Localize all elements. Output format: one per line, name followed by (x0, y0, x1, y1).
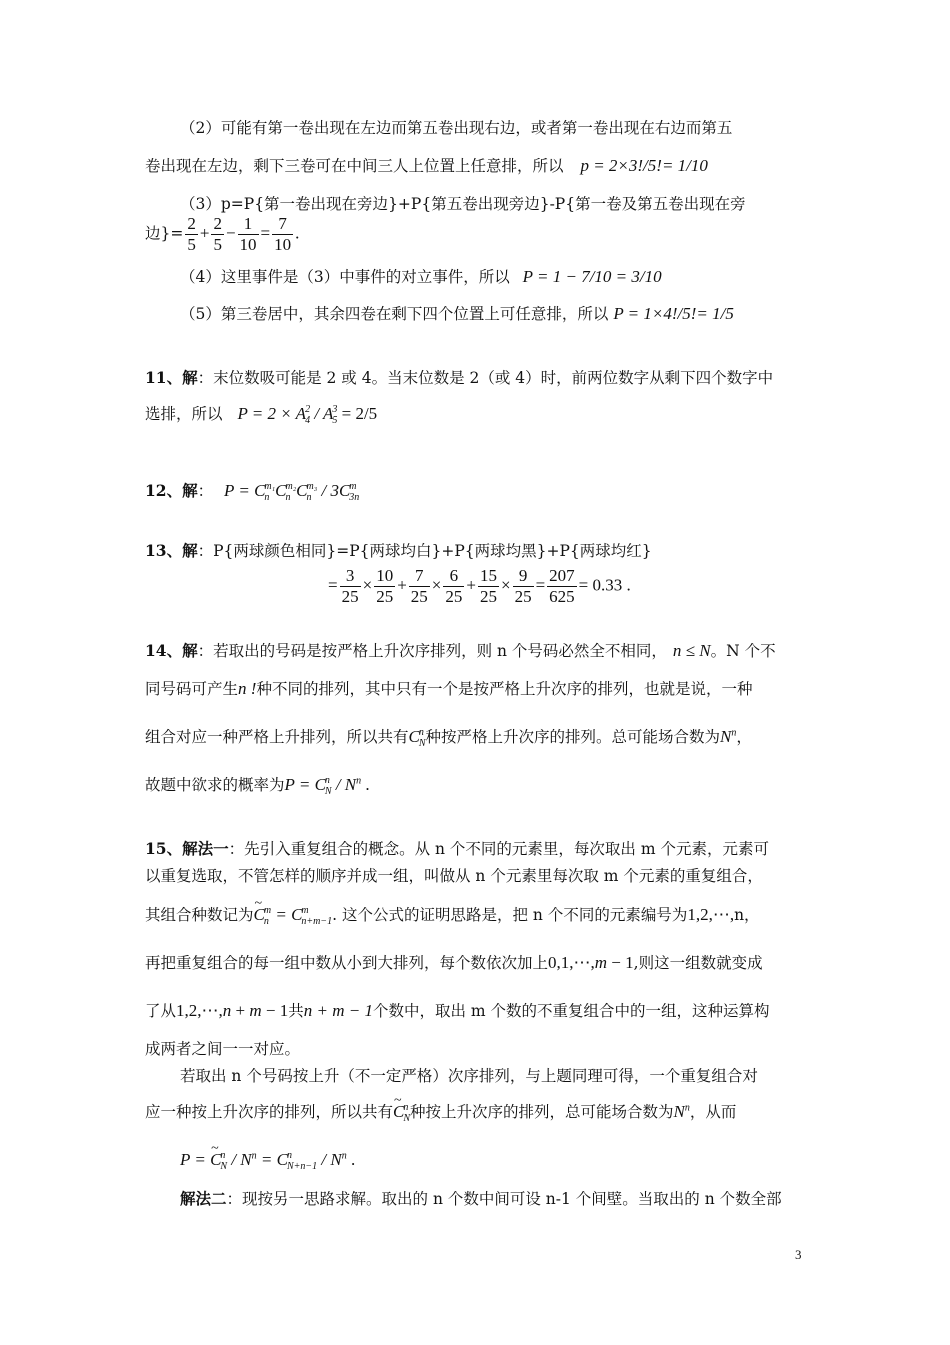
paragraph-10-3-line1: （3）p=P{第一卷出现在旁边}+P{第五卷出现旁边}-P{第一卷及第五卷出现在旁 (180, 195, 746, 213)
fraction: $\frac{15}{25}$ (479, 566, 497, 606)
fraction: $\frac{7}{25}$ (410, 566, 428, 606)
problem-label: 11、解 (145, 368, 198, 387)
problem-13-line1 (145, 541, 652, 561)
problem-15-line4: 再把重复组合的每一组中数从小到大排列，每个数依次加上0,1,⋯,m − 1,则这一组数就变成 (145, 953, 763, 972)
problem-15-formula: P = ~ C n N / $N^n = C$ n N+n−1 / $N^n$ . (180, 1150, 355, 1172)
text: 再把重复组合的每一组中数从小到大排列，每个数依次加上 (145, 954, 549, 972)
text: 卷出现在左边，剩下三卷可在中间三人上位置上任意排，所以 (145, 157, 564, 175)
problem-label: 15、解法一 (145, 839, 229, 858)
text: 共 (288, 1002, 304, 1020)
paragraph-10-4 (180, 267, 662, 287)
problem-14-line2: 同号码可产生n !种不同的排列，其中只有一个是按严格上升次序的排列，也就是说，一种 (145, 679, 753, 698)
text: ：P{两球颜色相同}=P{两球均白}+P{两球均黑}+P{两球均红} (197, 542, 652, 560)
text: . 这个公式的证明思路是，把 n 个不同的元素编号为 (332, 906, 688, 924)
formula: p = 2×3!/5!= 1/10 (580, 156, 708, 175)
fraction: $\frac{2}{5}$ (213, 214, 222, 254)
problem-14-line3: 组合对应一种严格上升排列，所以共有C n N 种按严格上升次序的排列。总可能场合数为$N^n$， (145, 727, 752, 750)
fraction: $\frac{7}{10}$ (274, 214, 292, 254)
paragraph-10-2-line1: （2）可能有第一卷出现在左边而第五卷出现右边，或者第一卷出现在右边而第五 (180, 119, 733, 137)
problem-14-line4: 故题中欲求的概率为P = C n N / $N^n$ . (145, 775, 370, 798)
problem-15-line1 (145, 839, 769, 859)
problem-14-line1: 14、解：若取出的号码是按严格上升次序排列，则 n 个号码必然全不相同， n ≤ N。N 个不 (145, 641, 776, 660)
text: 同号码可产生 (145, 680, 239, 698)
problem-15-line6: 成两者之间一一对应。 (145, 1040, 301, 1058)
fraction: $\frac{6}{25}$ (445, 566, 463, 606)
text: 种按严格上升次序的排列。总可能场合数为 (425, 728, 721, 746)
problem-15-line5: 了从1,2,⋯,n + m − 1共n + m − 1个数中，取出 m 个数的不重复组合中的一组，这种运算构 (145, 1001, 770, 1020)
formula: P = 2 × A 2 4 / A 3 5 = 2/5 (237, 404, 378, 427)
fraction: $\frac{207}{625}$ (549, 566, 575, 606)
text: 选排，所以 (145, 405, 223, 423)
method-label: 解法二 (180, 1189, 227, 1208)
fraction: $\frac{9}{25}$ (514, 566, 532, 606)
problem-13-formula: = $\frac{3}{25}$ × $\frac{10}{25}$ + $\frac{7}{25}$ × $\frac{6}{25}$ + $\frac{15}{25}$ × $\frac{9}{25}$ = $\frac{207}{625}$ = 0.33 . (328, 566, 631, 606)
text: ：若取出的号码是按严格上升次序排列，则 n 个号码必然全不相同， (197, 642, 667, 660)
text: 故题中欲求的概率为 (145, 776, 285, 794)
text: ：先引入重复组合的概念。从 n 个不同的元素里，每次取出 m 个元素，元素可 (228, 840, 769, 858)
fraction: $\frac{2}{5}$ (187, 214, 196, 254)
fraction: $\frac{10}{25}$ (376, 566, 394, 606)
fraction: $\frac{1}{10}$ (239, 214, 257, 254)
problem-15-line3: 其组合种数记为~ C m n = C m n+m−1 . 这个公式的证明思路是，把 n 个不同的元素编号为1,2,⋯,n， (145, 905, 760, 927)
fraction: $\frac{3}{25}$ (341, 566, 359, 606)
problem-12: 12、解： P = C m₁ n C m₂ n C m₃ n / 3C m 3n (145, 481, 360, 504)
text: 其组合种数记为 (145, 906, 254, 924)
paragraph-10-3-line2: 边}= $\frac{2}{5}$ + $\frac{2}{5}$ − $\frac{1}{10}$ = $\frac{7}{10}$ . (145, 214, 300, 254)
text: 种按上升次序的排列，总可能场合数为 (410, 1103, 674, 1121)
text: （5）第三卷居中，其余四卷在剩下四个位置上可任意排，所以 (180, 305, 609, 323)
text: ，从而 (689, 1103, 737, 1121)
problem-11-line2 (145, 404, 377, 426)
text: （4）这里事件是（3）中事件的对立事件，所以 (180, 268, 510, 286)
text: ：末位数吸可能是 2 或 4。当末位数是 2（或 4）时，前两位数字从剩下四个数字中 (197, 369, 774, 387)
formula: P = 1 − 7/10 = 3/10 (522, 267, 662, 286)
text: 个数中，取出 m 个数的不重复组合中的一组，这种运算构 (372, 1002, 770, 1020)
paragraph-10-5 (180, 304, 734, 324)
text: 了从 (145, 1002, 177, 1020)
problem-label: 13、解 (145, 541, 198, 560)
problem-label: 14、解 (145, 641, 198, 660)
problem-15-line8: 应一种按上升次序的排列，所以共有~ C n N 种按上升次序的排列，总可能场合数为$N^n$，从而 (145, 1102, 736, 1124)
result: 0.33 (592, 575, 623, 595)
formula: P = 1×4!/5!= 1/5 (613, 304, 734, 323)
problem-label: 12、解 (145, 481, 198, 500)
text: 种不同的排列，其中只有一个是按严格上升次序的排列，也就是说，一种 (256, 680, 753, 698)
paragraph-10-2-line2 (145, 156, 708, 176)
problem-11-line1 (145, 368, 773, 388)
text: ：现按另一思路求解。取出的 n 个数中间可设 n-1 个间壁。当取出的 n 个数全部 (226, 1190, 782, 1208)
problem-15-method2 (180, 1189, 782, 1209)
text: 。N 个不 (710, 642, 776, 660)
text: n， (734, 906, 760, 924)
problem-15-line2: 以重复选取，不管怎样的顺序并成一组，叫做从 n 个元素里每次取 m 个元素的重复组合， (145, 867, 763, 885)
text: 边}= (145, 224, 184, 243)
formula: P = C m₁ n C m₂ n C m₃ n / 3C m 3n (224, 481, 360, 504)
text: ,则这一组数就变成 (633, 954, 763, 972)
text: 应一种按上升次序的排列，所以共有 (145, 1103, 394, 1121)
page-number: 3 (795, 1247, 802, 1262)
problem-15-line7: 若取出 n 个号码按上升（不一定严格）次序排列，与上题同理可得，一个重复组合对 (180, 1067, 758, 1085)
text: 组合对应一种严格上升排列，所以共有 (145, 728, 409, 746)
